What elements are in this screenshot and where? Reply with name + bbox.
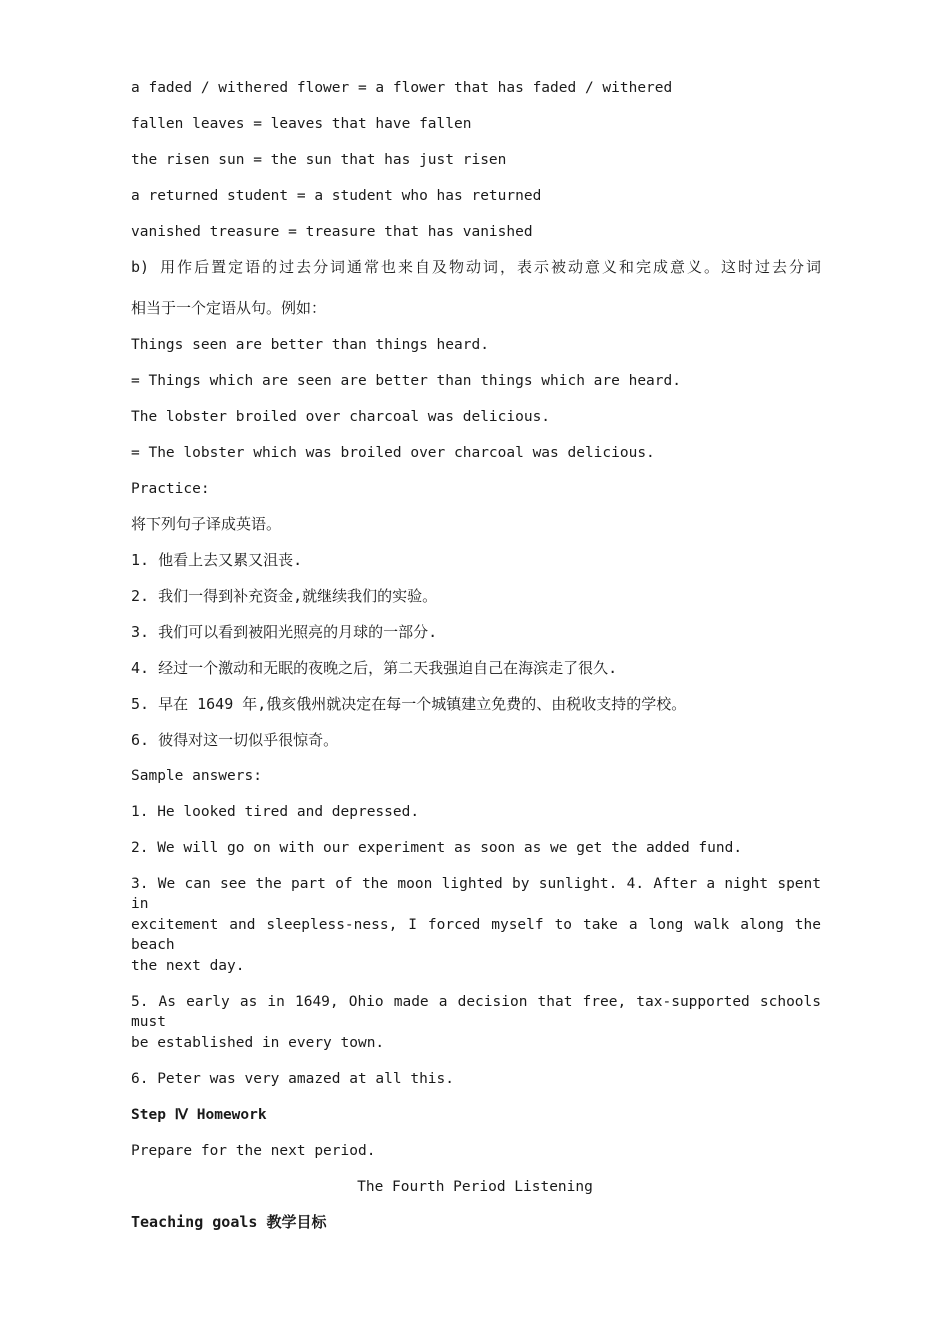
text-line: 3. We can see the part of the moon lighted by sunlight. 4. After a night spent in	[131, 876, 821, 912]
text-line: 5. 早在 1649 年,俄亥俄州就决定在每一个城镇建立免费的、由税收支持的学校。	[131, 695, 687, 713]
period-title: The Fourth Period Listening	[357, 1179, 593, 1195]
text-line: 1. He looked tired and depressed.	[131, 804, 420, 820]
text-line: a faded / withered flower = a flower that has faded / withered	[131, 80, 673, 96]
text-line: Prepare for the next period.	[131, 1143, 376, 1159]
text-line: be established in every town.	[131, 1035, 385, 1051]
section-heading: Teaching goals 教学目标	[131, 1213, 327, 1231]
text-line: vanished treasure = treasure that has vanished	[131, 224, 533, 240]
text-line: 将下列句子译成英语。	[131, 515, 282, 533]
text-line: Things seen are better than things heard.	[131, 337, 489, 353]
text-line: excitement and sleepless-ness, I forced myself to take a long walk along the beach	[131, 917, 821, 953]
text-line: the next day.	[131, 958, 245, 974]
text-line: Sample answers:	[131, 768, 262, 784]
text-line: 5. As early as in 1649, Ohio made a decision that free, tax-supported schools must	[131, 994, 821, 1030]
text-line: Practice:	[131, 481, 210, 497]
text-line: 6. Peter was very amazed at all this.	[131, 1071, 455, 1087]
text-line: The lobster broiled over charcoal was delicious.	[131, 409, 551, 425]
text-line: 4. 经过一个激动和无眠的夜晚之后，第二天我强迫自己在海滨走了很久.	[131, 659, 618, 677]
text-line: 2. 我们一得到补充资金,就继续我们的实验。	[131, 587, 438, 605]
text-line: 6. 彼得对这一切似乎很惊奇。	[131, 731, 339, 749]
text-line: 2. We will go on with our experiment as soon as we get the added fund.	[131, 840, 743, 856]
text-line: the risen sun = the sun that has just risen	[131, 152, 507, 168]
section-heading: Step Ⅳ Homework	[131, 1107, 267, 1123]
text-line: a returned student = a student who has returned	[131, 188, 542, 204]
text-line: = Things which are seen are better than things which are heard.	[131, 373, 681, 389]
text-line: 3. 我们可以看到被阳光照亮的月球的一部分.	[131, 623, 438, 641]
text-line: = The lobster which was broiled over charcoal was delicious.	[131, 445, 655, 461]
text-line: fallen leaves = leaves that have fallen	[131, 116, 472, 132]
text-line: b) 用作后置定语的过去分词通常也来自及物动词，表示被动意义和完成意义。这时过去分词	[131, 258, 821, 276]
text-line: 1. 他看上去又累又沮丧.	[131, 551, 303, 569]
text-line: 相当于一个定语从句。例如：	[131, 299, 327, 317]
